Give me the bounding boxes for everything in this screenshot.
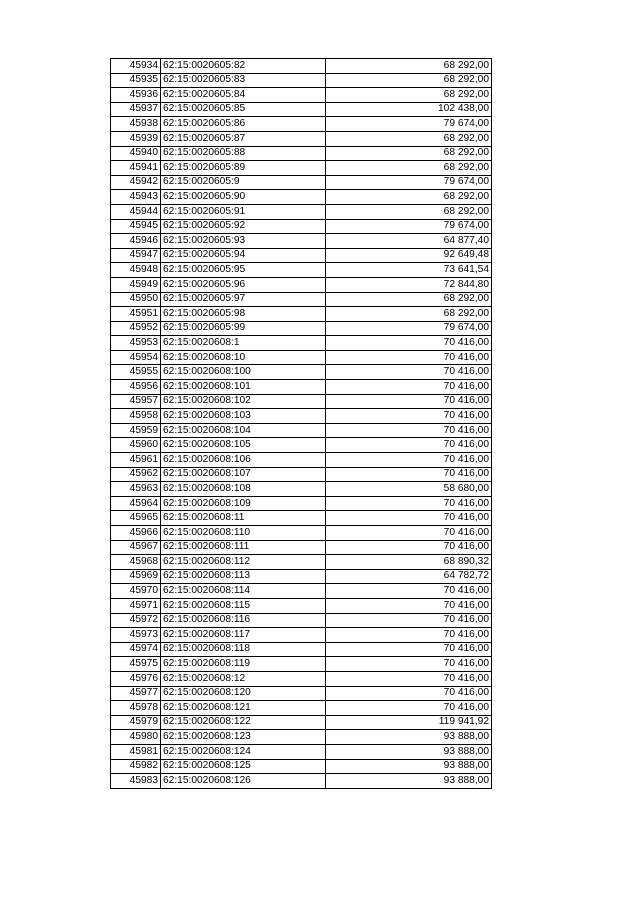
row-number: 45980 — [111, 730, 161, 745]
cadastral-value: 70 416,00 — [326, 701, 492, 716]
table-row — [111, 292, 492, 307]
row-number: 45956 — [111, 380, 161, 395]
cadastral-number: 62:15:0020605:93 — [161, 234, 326, 249]
table-row — [111, 642, 492, 657]
cadastral-value: 70 416,00 — [326, 380, 492, 395]
table-row — [111, 350, 492, 365]
data-table — [110, 58, 492, 789]
cadastral-value: 68 292,00 — [326, 190, 492, 205]
row-number: 45949 — [111, 277, 161, 292]
row-number: 45973 — [111, 628, 161, 643]
table-row — [111, 365, 492, 380]
cadastral-number: 62:15:0020608:11 — [161, 511, 326, 526]
table-row — [111, 555, 492, 570]
cadastral-value: 79 674,00 — [326, 175, 492, 190]
cadastral-number: 62:15:0020608:1 — [161, 336, 326, 351]
cadastral-number: 62:15:0020605:82 — [161, 59, 326, 74]
cadastral-number: 62:15:0020608:118 — [161, 642, 326, 657]
row-number: 45941 — [111, 161, 161, 176]
table-row — [111, 730, 492, 745]
row-number: 45940 — [111, 146, 161, 161]
row-number: 45969 — [111, 569, 161, 584]
cadastral-value: 70 416,00 — [326, 511, 492, 526]
cadastral-value: 68 292,00 — [326, 307, 492, 322]
row-number: 45982 — [111, 759, 161, 774]
cadastral-number: 62:15:0020608:100 — [161, 365, 326, 380]
cadastral-value: 68 292,00 — [326, 131, 492, 146]
cadastral-value: 68 890,32 — [326, 555, 492, 570]
cadastral-number: 62:15:0020608:103 — [161, 409, 326, 424]
table-row — [111, 219, 492, 234]
row-number: 45963 — [111, 482, 161, 497]
cadastral-number: 62:15:0020605:91 — [161, 204, 326, 219]
row-number: 45948 — [111, 263, 161, 278]
table-row — [111, 540, 492, 555]
row-number: 45965 — [111, 511, 161, 526]
cadastral-number: 62:15:0020608:113 — [161, 569, 326, 584]
row-number: 45954 — [111, 350, 161, 365]
table-row — [111, 59, 492, 74]
table-row — [111, 526, 492, 541]
cadastral-value: 70 416,00 — [326, 526, 492, 541]
cadastral-number: 62:15:0020608:125 — [161, 759, 326, 774]
table-row — [111, 190, 492, 205]
cadastral-value: 92 649,48 — [326, 248, 492, 263]
cadastral-value: 72 844,80 — [326, 277, 492, 292]
cadastral-value: 102 438,00 — [326, 102, 492, 117]
cadastral-number: 62:15:0020608:108 — [161, 482, 326, 497]
cadastral-value: 68 292,00 — [326, 204, 492, 219]
row-number: 45975 — [111, 657, 161, 672]
row-number: 45976 — [111, 671, 161, 686]
row-number: 45938 — [111, 117, 161, 132]
table-row — [111, 161, 492, 176]
row-number: 45953 — [111, 336, 161, 351]
cadastral-number: 62:15:0020608:116 — [161, 613, 326, 628]
cadastral-number: 62:15:0020608:124 — [161, 744, 326, 759]
row-number: 45978 — [111, 701, 161, 716]
table-row — [111, 511, 492, 526]
cadastral-value: 73 641,54 — [326, 263, 492, 278]
row-number: 45936 — [111, 88, 161, 103]
row-number: 45962 — [111, 467, 161, 482]
row-number: 45955 — [111, 365, 161, 380]
cadastral-value: 68 292,00 — [326, 161, 492, 176]
table-row — [111, 117, 492, 132]
row-number: 45945 — [111, 219, 161, 234]
cadastral-value: 70 416,00 — [326, 453, 492, 468]
table-row — [111, 204, 492, 219]
cadastral-number: 62:15:0020608:109 — [161, 496, 326, 511]
cadastral-number: 62:15:0020605:89 — [161, 161, 326, 176]
table-row — [111, 482, 492, 497]
row-number: 45934 — [111, 59, 161, 74]
row-number: 45959 — [111, 423, 161, 438]
cadastral-number: 62:15:0020608:110 — [161, 526, 326, 541]
row-number: 45974 — [111, 642, 161, 657]
cadastral-number: 62:15:0020605:90 — [161, 190, 326, 205]
table-row — [111, 438, 492, 453]
cadastral-value: 70 416,00 — [326, 584, 492, 599]
row-number: 45950 — [111, 292, 161, 307]
cadastral-value: 70 416,00 — [326, 467, 492, 482]
table-row — [111, 744, 492, 759]
cadastral-value: 70 416,00 — [326, 657, 492, 672]
cadastral-number: 62:15:0020605:83 — [161, 73, 326, 88]
cadastral-value: 70 416,00 — [326, 409, 492, 424]
cadastral-number: 62:15:0020608:112 — [161, 555, 326, 570]
row-number: 45951 — [111, 307, 161, 322]
cadastral-value: 70 416,00 — [326, 365, 492, 380]
cadastral-value: 70 416,00 — [326, 423, 492, 438]
cadastral-number: 62:15:0020605:86 — [161, 117, 326, 132]
cadastral-value: 79 674,00 — [326, 219, 492, 234]
row-number: 45952 — [111, 321, 161, 336]
table-row — [111, 671, 492, 686]
row-number: 45957 — [111, 394, 161, 409]
cadastral-value: 68 292,00 — [326, 88, 492, 103]
cadastral-number: 62:15:0020605:95 — [161, 263, 326, 278]
cadastral-number: 62:15:0020608:101 — [161, 380, 326, 395]
cadastral-value: 93 888,00 — [326, 744, 492, 759]
cadastral-number: 62:15:0020605:9 — [161, 175, 326, 190]
cadastral-number: 62:15:0020605:87 — [161, 131, 326, 146]
cadastral-number: 62:15:0020608:107 — [161, 467, 326, 482]
row-number: 45964 — [111, 496, 161, 511]
cadastral-value: 70 416,00 — [326, 496, 492, 511]
cadastral-number: 62:15:0020608:115 — [161, 598, 326, 613]
cadastral-number: 62:15:0020608:123 — [161, 730, 326, 745]
row-number: 45966 — [111, 526, 161, 541]
table-row — [111, 423, 492, 438]
cadastral-number: 62:15:0020605:85 — [161, 102, 326, 117]
cadastral-value: 119 941,92 — [326, 715, 492, 730]
table-row — [111, 409, 492, 424]
cadastral-number: 62:15:0020608:122 — [161, 715, 326, 730]
cadastral-number: 62:15:0020605:88 — [161, 146, 326, 161]
row-number: 45983 — [111, 774, 161, 789]
row-number: 45943 — [111, 190, 161, 205]
row-number: 45972 — [111, 613, 161, 628]
table-row — [111, 88, 492, 103]
cadastral-number: 62:15:0020605:98 — [161, 307, 326, 322]
cadastral-value: 70 416,00 — [326, 671, 492, 686]
cadastral-value: 70 416,00 — [326, 540, 492, 555]
cadastral-value: 93 888,00 — [326, 730, 492, 745]
cadastral-number: 62:15:0020608:106 — [161, 453, 326, 468]
table-row — [111, 774, 492, 789]
cadastral-number: 62:15:0020605:92 — [161, 219, 326, 234]
table-row — [111, 336, 492, 351]
cadastral-value: 93 888,00 — [326, 774, 492, 789]
row-number: 45979 — [111, 715, 161, 730]
cadastral-number: 62:15:0020608:10 — [161, 350, 326, 365]
cadastral-number: 62:15:0020608:126 — [161, 774, 326, 789]
cadastral-number: 62:15:0020608:111 — [161, 540, 326, 555]
cadastral-value: 70 416,00 — [326, 336, 492, 351]
row-number: 45958 — [111, 409, 161, 424]
table-row — [111, 102, 492, 117]
cadastral-number: 62:15:0020608:12 — [161, 671, 326, 686]
row-number: 45960 — [111, 438, 161, 453]
table-row — [111, 277, 492, 292]
row-number: 45946 — [111, 234, 161, 249]
table-row — [111, 701, 492, 716]
row-number: 45935 — [111, 73, 161, 88]
cadastral-value: 68 292,00 — [326, 146, 492, 161]
cadastral-value: 70 416,00 — [326, 642, 492, 657]
cadastral-value: 68 292,00 — [326, 292, 492, 307]
table-row — [111, 146, 492, 161]
table-row — [111, 307, 492, 322]
cadastral-number: 62:15:0020608:117 — [161, 628, 326, 643]
table-row — [111, 759, 492, 774]
cadastral-value: 70 416,00 — [326, 598, 492, 613]
row-number: 45967 — [111, 540, 161, 555]
cadastral-number: 62:15:0020605:97 — [161, 292, 326, 307]
table-row — [111, 569, 492, 584]
row-number: 45937 — [111, 102, 161, 117]
cadastral-value: 68 292,00 — [326, 59, 492, 74]
cadastral-value: 64 782,72 — [326, 569, 492, 584]
table-row — [111, 715, 492, 730]
cadastral-value: 79 674,00 — [326, 321, 492, 336]
row-number: 45947 — [111, 248, 161, 263]
row-number: 45961 — [111, 453, 161, 468]
cadastral-value: 79 674,00 — [326, 117, 492, 132]
cadastral-value: 70 416,00 — [326, 394, 492, 409]
table-row — [111, 467, 492, 482]
cadastral-value: 68 292,00 — [326, 73, 492, 88]
row-number: 45970 — [111, 584, 161, 599]
table-row — [111, 394, 492, 409]
table-row — [111, 496, 492, 511]
table-row — [111, 598, 492, 613]
cadastral-value: 70 416,00 — [326, 438, 492, 453]
table-row — [111, 657, 492, 672]
row-number: 45944 — [111, 204, 161, 219]
table-row — [111, 453, 492, 468]
table-row — [111, 263, 492, 278]
cadastral-value: 93 888,00 — [326, 759, 492, 774]
table-row — [111, 175, 492, 190]
row-number: 45971 — [111, 598, 161, 613]
cadastral-number: 62:15:0020605:96 — [161, 277, 326, 292]
cadastral-number: 62:15:0020605:99 — [161, 321, 326, 336]
table-row — [111, 628, 492, 643]
table-row — [111, 131, 492, 146]
table-row — [111, 321, 492, 336]
cadastral-value: 70 416,00 — [326, 628, 492, 643]
cadastral-number: 62:15:0020608:119 — [161, 657, 326, 672]
cadastral-value: 70 416,00 — [326, 350, 492, 365]
cadastral-number: 62:15:0020608:102 — [161, 394, 326, 409]
table-row — [111, 234, 492, 249]
row-number: 45942 — [111, 175, 161, 190]
cadastral-value: 70 416,00 — [326, 613, 492, 628]
cadastral-number: 62:15:0020605:94 — [161, 248, 326, 263]
row-number: 45968 — [111, 555, 161, 570]
cadastral-number: 62:15:0020608:120 — [161, 686, 326, 701]
cadastral-number: 62:15:0020608:104 — [161, 423, 326, 438]
table-row — [111, 584, 492, 599]
row-number: 45981 — [111, 744, 161, 759]
cadastral-value: 64 877,40 — [326, 234, 492, 249]
cadastral-number: 62:15:0020608:105 — [161, 438, 326, 453]
row-number: 45977 — [111, 686, 161, 701]
table-row — [111, 248, 492, 263]
cadastral-number: 62:15:0020605:84 — [161, 88, 326, 103]
table-row — [111, 686, 492, 701]
cadastral-number: 62:15:0020608:114 — [161, 584, 326, 599]
table-row — [111, 613, 492, 628]
table-body — [111, 59, 492, 789]
cadastral-number: 62:15:0020608:121 — [161, 701, 326, 716]
cadastral-value: 58 680,00 — [326, 482, 492, 497]
cadastral-value: 70 416,00 — [326, 686, 492, 701]
row-number: 45939 — [111, 131, 161, 146]
table-row — [111, 380, 492, 395]
table-row — [111, 73, 492, 88]
